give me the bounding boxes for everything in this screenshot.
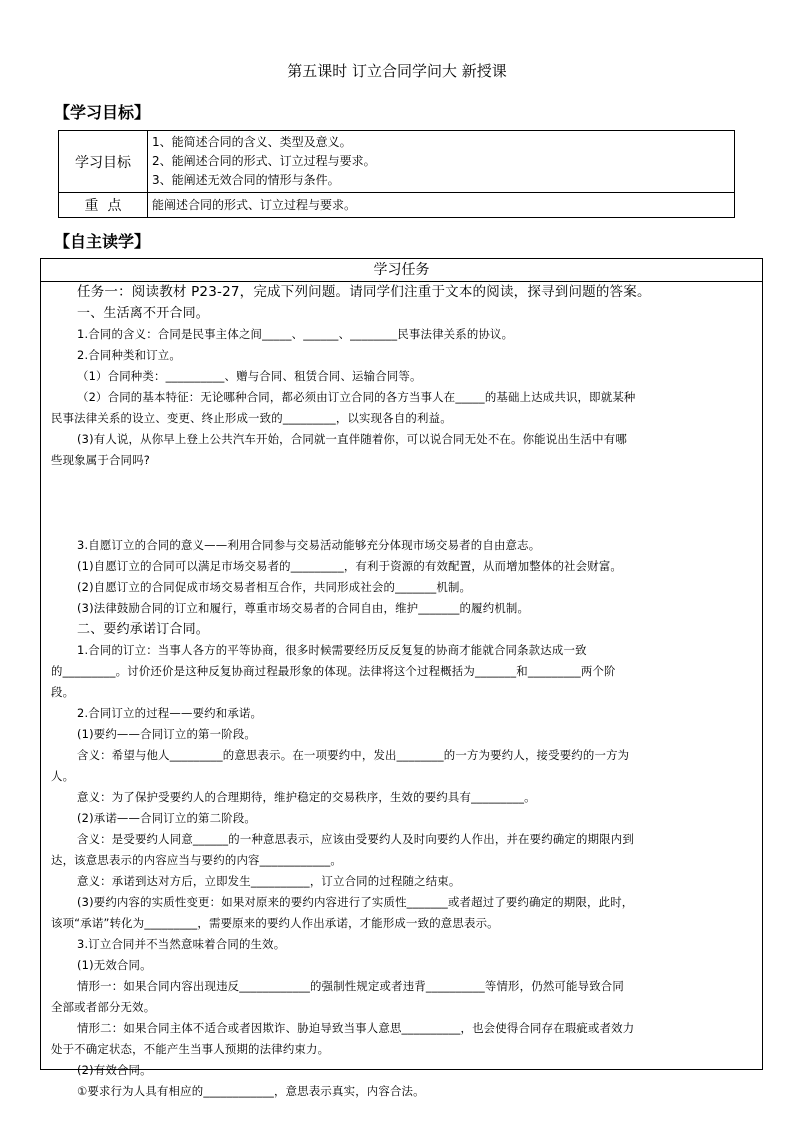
text-line: 1.合同的订立：当事人各方的平等协商，很多时候需要经历反反复复的协商才能就合同条款达成一致 [77, 643, 587, 657]
text-line: （2）合同的基本特征：无论哪种合同，都必须由订立合同的各方当事人在_____的基础上达成共识，即就某种 [77, 390, 636, 404]
text-line: 段。 [51, 685, 75, 699]
text-line: 二、要约承诺订合同。 [77, 622, 210, 637]
text-line: 人。 [51, 769, 75, 783]
goals-row [59, 131, 735, 193]
text-line: (2)自愿订立的合同促成市场交易者相互合作，共同形成社会的_______机制。 [77, 580, 472, 594]
text-line: 2.合同订立的过程——要约和承诺。 [77, 706, 263, 720]
text-line: 情形一：如果合同内容出现违反____________的强制性规定或者违背__________等情形，仍然可能导致合同 [77, 979, 624, 993]
text-line: 达，该意思表示的内容应当与要约的内容____________。 [51, 853, 342, 867]
goal-item: 3、能阐述无效合同的情形与条件。 [152, 173, 340, 187]
text-line: 民事法律关系的设立、变更、终止形成一致的_________，以实现各自的利益。 [51, 411, 452, 425]
text-line: 一、生活离不开合同。 [77, 306, 210, 321]
text-line: (2)承诺——合同订立的第二阶段。 [77, 811, 257, 825]
study-task-header: 学习任务 [41, 259, 762, 282]
text-line: 2.合同种类和订立。 [77, 348, 181, 362]
text-line: 的_________。讨价还价是这种反复协商过程最形象的体现。法律将这个过程概括为_______和_________两个阶 [51, 664, 616, 678]
text-line: 些现象属于合同吗? [51, 453, 150, 467]
text-line: 含义：希望与他人_________的意思表示。在一项要约中，发出________的一方为要约人，接受要约的一方为 [77, 748, 630, 762]
text-line: 处于不确定状态，不能产生当事人预期的法律约束力。 [51, 1042, 330, 1056]
text-line: 含义：是受要约人同意______的一种意思表示，应该由受要约人及时向要约人作出，并在要约确定的期限内到 [77, 832, 634, 846]
focus-row [59, 193, 735, 218]
text-line: （1）合同种类：__________、赠与合同、租赁合同、运输合同等。 [77, 369, 422, 383]
goals-table [58, 130, 735, 218]
page-title: 第五课时 订立合同学问大 新授课 [287, 62, 507, 80]
text-line: (1)要约——合同订立的第一阶段。 [77, 727, 257, 741]
goal-item: 1、能简述合同的含义、类型及意义。 [152, 135, 352, 149]
text-line: 全部或者部分无效。 [51, 1000, 156, 1014]
text-line: (1)自愿订立的合同可以满足市场交易者的_________，有利于资源的有效配置，从而增加整体的社会财富。 [77, 559, 623, 573]
text-line: (3)法律鼓励合同的订立和履行，尊重市场交易者的合同自由，维护_______的履约机制。 [77, 601, 530, 615]
goal-item: 2、能阐述合同的形式、订立过程与要求。 [152, 154, 376, 168]
text-line: 任务一：阅读教材 P23-27，完成下列问题。请同学们注重于文本的阅读，探寻到问题的答案。 [77, 284, 651, 300]
text-line: 情形二：如果合同主体不适合或者因欺诈、胁迫导致当事人意思__________，也会使得合同存在瑕疵或者效力 [77, 1021, 635, 1035]
text-line: (1)无效合同。 [77, 958, 152, 972]
answer-space [51, 471, 756, 535]
goals-list [148, 131, 735, 193]
section-heading-goals: 【学习目标】 [54, 103, 151, 122]
study-task-content [41, 282, 762, 1102]
text-line: 1.合同的含义：合同是民事主体之间_____、______、________民事法律关系的协议。 [77, 327, 514, 341]
text-line: (2)有效合同。 [77, 1063, 152, 1077]
text-line: 意义：承诺到达对方后，立即发生__________，订立合同的过程随之结束。 [77, 874, 461, 888]
text-line: ①要求行为人具有相应的____________，意思表示真实，内容合法。 [77, 1084, 425, 1098]
section-heading-reading: 【自主读学】 [54, 232, 151, 251]
goals-label: 学习目标 [59, 131, 148, 193]
study-task-box [40, 258, 763, 1098]
text-line: 该项“承诺”转化为_________，需要原来的要约人作出承诺，才能形成一致的意思表示。 [51, 916, 499, 930]
text-line: (3)有人说，从你早上登上公共汽车开始，合同就一直伴随着你，可以说合同无处不在。你能说出生活中有哪 [77, 432, 627, 446]
text-line: 3.订立合同并不当然意味着合同的生效。 [77, 937, 286, 951]
focus-label: 重 点 [59, 193, 148, 218]
focus-text: 能阐述合同的形式、订立过程与要求。 [148, 193, 735, 218]
text-line: (3)要约内容的实质性变更：如果对原来的要约内容进行了实质性_______或者超过了要约确定的期限，此时， [77, 895, 634, 909]
text-line: 意义：为了保护受要约人的合理期待，维护稳定的交易秩序，生效的要约具有_________。 [77, 790, 536, 804]
text-line: 3.自愿订立的合同的意义——利用合同参与交易活动能够充分体现市场交易者的自由意志。 [77, 538, 541, 552]
